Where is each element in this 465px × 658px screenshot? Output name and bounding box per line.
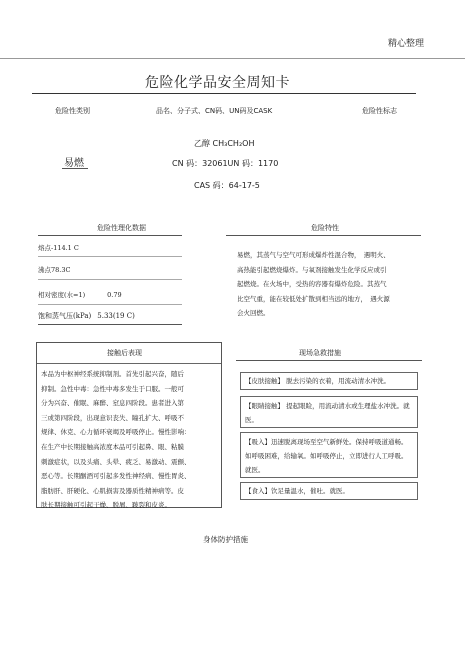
physchem-row-label: 相对密度(水=1) (38, 291, 86, 299)
physchem-divider (38, 256, 182, 257)
physchem-row-value: 78.3C (51, 266, 71, 274)
physchem-row-label: 饱和蒸气压(kPa) (38, 312, 92, 320)
contact-box (36, 342, 222, 508)
contact-line: 脂肪肝、肝硬化、心肌损害及器质性精神病等。皮 (41, 486, 184, 495)
physchem-row-label: 沸点 (38, 266, 51, 274)
hazard-heading: 危险特性 (311, 224, 339, 232)
physchem-divider (38, 304, 182, 305)
hazard-category-label: 危险性类别 (55, 107, 90, 115)
hazard-line: 易燃，其蒸气与空气可形成爆炸性混合物， 遇明火、 (237, 251, 390, 259)
firstaid-heading-rule (236, 360, 422, 361)
firstaid-item-inhalation: 【吸入】迅速脱离现场至空气新鲜处。保持呼吸道通畅。如呼吸困难，给输氧。如呼吸停止，立即进行人工呼吸。就医。 (240, 432, 418, 478)
contact-line: 抑制。急性中毒：急性中毒多发生于口服。一般可 (41, 384, 184, 393)
page-title: 危险化学品安全周知卡 (145, 75, 290, 91)
cn-un-code: CN 码：32061UN 码：1170 (172, 159, 279, 168)
contact-line: 分为兴奋、催眠、麻醉、窒息四阶段。患者进入第 (41, 399, 184, 408)
title-underline (32, 93, 416, 94)
physchem-row-label: 熔点 (38, 244, 51, 252)
cas-code: CAS 码：64-17-5 (194, 181, 260, 190)
physchem-row (38, 243, 79, 254)
hazard-line: 高热能引起燃烧爆炸。与氧剂接触发生化学反应或引 (237, 265, 387, 274)
contact-line: 规律、休克、心力循环衰竭及呼吸停止。慢性影响： (41, 428, 191, 437)
hazard-heading-rule (226, 235, 421, 236)
protection-heading: 身体防护措施 (203, 535, 248, 544)
physchem-row-value: 5.33(19 C) (97, 312, 135, 320)
contact-line: 刺激症状，以及头痛、头晕、疲乏、易激动、震颤、 (41, 457, 191, 466)
contact-heading: 接触后表现 (107, 349, 142, 357)
physchem-row-value: -114.1 C (51, 244, 79, 252)
hazard-line: 比空气重，能在较低处扩散到相当远的地方， 遇火源 (237, 294, 390, 303)
header-divider (0, 58, 465, 59)
physchem-row (38, 265, 70, 276)
hazard-text (237, 248, 390, 321)
firstaid-heading: 现场急救措施 (299, 349, 341, 357)
physchem-heading-rule (38, 235, 182, 236)
physchem-row (38, 311, 135, 322)
corner-label: 精心整理 (388, 39, 425, 49)
contact-line: 在生产中长期接触高浓度本品可引起鼻、眼、粘膜 (41, 442, 184, 451)
hazard-line: 起燃烧。在火场中，受热的容器有爆炸危险。其蒸气 (237, 280, 387, 289)
firstaid-item-skin: 【皮肤接触】 脱去污染的衣着，用流动清水冲洗。 (240, 372, 418, 390)
hazard-symbol-label: 危险性标志 (362, 107, 397, 115)
contact-heading-divider (37, 363, 221, 364)
identity-label: 品名、分子式、CN码、UN码及CASK (156, 107, 273, 115)
hazard-line: 会火回燃。 (237, 309, 270, 318)
hazard-class-underline (62, 168, 88, 169)
contact-line: 三或第四阶段，出现意识丧失、瞳孔扩大、呼吸不 (41, 413, 184, 422)
physchem-row-value: 0.79 (107, 291, 122, 299)
physchem-bottom-rule (38, 324, 182, 325)
physchem-divider (38, 279, 182, 280)
contact-line: 肤长期接触可引起干燥、脱屑、皲裂和皮炎。 (41, 501, 171, 510)
chemical-name-formula: 乙醇 CH₃CH₂OH (194, 139, 255, 148)
firstaid-item-eyes: 【眼睛接触】 提起眼睑，用流动清水或生理盐水冲洗。就医。 (240, 396, 418, 428)
contact-text (41, 367, 219, 513)
physchem-heading: 危险性理化数据 (97, 224, 146, 232)
hazard-class-value: 易燃 (64, 158, 84, 169)
firstaid-item-ingestion: 【食入】饮足量温水，催吐。就医。 (240, 482, 418, 500)
physchem-row (38, 290, 122, 301)
contact-line: 本品为中枢神经系统抑制剂。首先引起兴奋，随后 (41, 370, 184, 378)
contact-line: 恶心等。长期酗酒可引起多发性神经病、慢性胃炎、 (41, 472, 191, 481)
